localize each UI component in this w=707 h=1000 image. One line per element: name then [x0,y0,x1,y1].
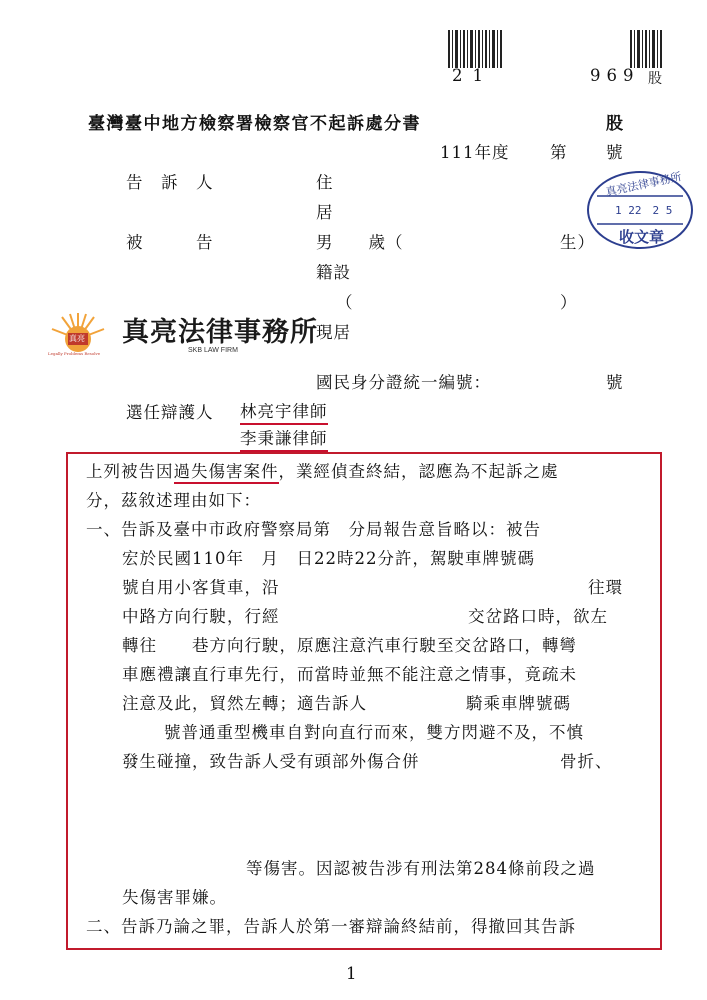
body-line: 分，茲敘述理由如下： [86,491,261,510]
body-line: 號普通重型機車自對向直行而來，雙方閃避不及，不慎 [164,723,584,742]
address-label-1: 住 [316,173,334,192]
stamp-firm-name: 真亮法律事務所 [604,170,683,199]
barcode-left-number: 21 [452,66,493,85]
logo-subtitle: SKB LAW FIRM [188,347,238,354]
body-line: 交岔路口時，欲左 [468,607,608,626]
body-line: 二、告訴乃論之罪，告訴人於第一審辯論終結前，得撤回其告訴 [86,917,576,936]
logo-firm-name: 真亮法律事務所 [122,317,318,348]
body-line: 注意及此，貿然左轉；適告訴人 [122,694,367,713]
body-line: 號自用小客貨車，沿 [122,578,280,597]
stamp-date: 1 22 2 5 [615,204,673,217]
body-line: 骨折、 [560,752,613,771]
defendant-label: 被 告 [126,233,214,252]
law-firm-logo [48,309,378,361]
body-line [86,458,559,482]
paren-close: ） [560,293,578,312]
paren-open: （ [336,293,354,312]
body-line: 失傷害罪嫌。 [122,888,227,907]
body-line: 宏於民國110年 月 日22時22分許，駕駛車牌號碼 [122,549,535,568]
body-line: 車應禮讓直行車先行，而當時並無不能注意之情事，竟疏未 [122,665,577,684]
barcode-right-suffix: 股 [648,71,663,87]
page-number: 1 [346,964,358,983]
birth-date: 生） [560,233,595,252]
document-title: 臺灣臺中地方檢察署檢察官不起訴處分書 [88,114,421,134]
body-prefix: 上列被告因 [86,462,174,481]
complainant-label: 告 訴 人 [126,173,214,192]
body-line: 等傷害。因認被告涉有刑法第284條前段之過 [246,859,596,878]
body-line: 往環 [588,578,623,597]
body-suffix: ，業經偵查終結，認應為不起訴之處 [278,462,559,481]
counsel-label: 選任辯護人 [126,403,214,422]
address-label-2: 居 [316,203,334,222]
counsel-name-1: 林亮宇律師 [240,398,328,425]
case-name: 過失傷害案件 [174,462,279,484]
unit-label: 股 [606,114,625,134]
id-number-label: 國民身分證統一編號： [316,373,491,392]
body-line: 一、告訴及臺中市政府警察局第 分局報告意旨略以：被告 [86,520,541,539]
body-line: 轉往 巷方向行駛，原應注意汽車行駛至交岔路口，轉彎 [122,636,577,655]
stamp-label: 收文章 [619,228,665,246]
domicile-label: 籍設 [316,263,351,282]
logo-tagline: Legally Problems Resolve [48,351,101,356]
id-number-suffix: 號 [606,373,624,392]
case-hao: 號 [606,143,624,162]
received-stamp [585,168,695,252]
case-year: 111年度 [440,143,510,162]
residence-label: 現居 [316,323,351,342]
gender-age: 男 歲（ [316,233,404,252]
body-line: 騎乘車牌號碼 [466,694,571,713]
body-line: 發生碰撞，致告訴人受有頭部外傷合併 [122,752,420,771]
logo-seal-text: 真亮 [69,334,85,343]
barcode-right-number: 969 [590,66,640,85]
body-line: 中路方向行駛，行經 [122,607,280,626]
case-di: 第 [550,143,568,162]
counsel-name-2: 李秉謙律師 [240,425,328,452]
